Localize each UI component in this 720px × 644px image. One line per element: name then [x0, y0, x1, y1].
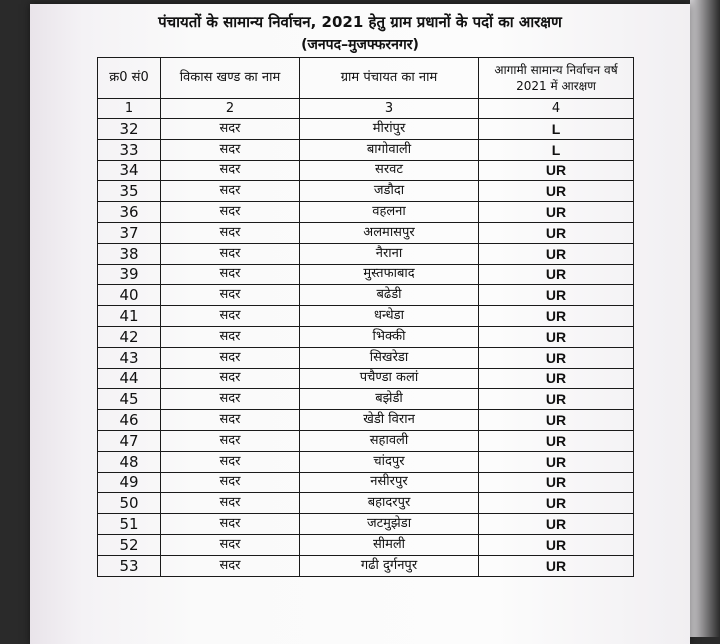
- document-subtitle: (जनपद–मुजफ्फरनगर): [301, 37, 419, 53]
- panchayat-cell: बागोवाली: [300, 139, 479, 160]
- table-row: [98, 264, 634, 285]
- serial-cell: 33: [98, 139, 161, 160]
- reservation-cell: UR: [479, 347, 634, 368]
- block-cell: सदर: [161, 410, 300, 431]
- serial-cell: 35: [98, 181, 161, 202]
- block-cell: सदर: [161, 368, 300, 389]
- block-cell: सदर: [161, 202, 300, 223]
- panchayat-cell: सिखरेडा: [300, 347, 479, 368]
- column-number: 3: [300, 99, 479, 119]
- serial-cell: 32: [98, 119, 161, 140]
- document-title: पंचायतों के सामान्य निर्वाचन, 2021 हेतु ग्राम प्रधानों के पदों का आरक्षण: [158, 13, 562, 31]
- block-cell: सदर: [161, 514, 300, 535]
- serial-cell: 43: [98, 347, 161, 368]
- table-row: [98, 119, 634, 140]
- serial-cell: 47: [98, 430, 161, 451]
- table-row: [98, 181, 634, 202]
- block-cell: सदर: [161, 326, 300, 347]
- column-number: 4: [479, 99, 634, 119]
- header-row: [98, 58, 634, 99]
- table-row: [98, 368, 634, 389]
- table-row: [98, 285, 634, 306]
- panchayat-cell: मुस्तफाबाद: [300, 264, 479, 285]
- reservation-cell: UR: [479, 285, 634, 306]
- panchayat-cell: मीरांपुर: [300, 119, 479, 140]
- panchayat-cell: नसीरपुर: [300, 472, 479, 493]
- table-row: [98, 139, 634, 160]
- table-row: [98, 347, 634, 368]
- reservation-cell: UR: [479, 326, 634, 347]
- panchayat-cell: सरवट: [300, 160, 479, 181]
- block-cell: सदर: [161, 306, 300, 327]
- panchayat-cell: पचैण्डा कलां: [300, 368, 479, 389]
- panchayat-cell: गढी दुर्गनपुर: [300, 555, 479, 576]
- serial-cell: 53: [98, 555, 161, 576]
- serial-cell: 45: [98, 389, 161, 410]
- serial-cell: 44: [98, 368, 161, 389]
- header-serial: क्र0 सं0: [98, 58, 161, 99]
- column-number-row: [98, 99, 634, 119]
- panchayat-cell: बझेडी: [300, 389, 479, 410]
- reservation-cell: UR: [479, 368, 634, 389]
- reservation-cell: UR: [479, 222, 634, 243]
- reservation-cell: UR: [479, 202, 634, 223]
- serial-cell: 40: [98, 285, 161, 306]
- reservation-cell: L: [479, 119, 634, 140]
- table-row: [98, 534, 634, 555]
- header-block: विकास खण्ड का नाम: [161, 58, 300, 99]
- panchayat-cell: धन्धेडा: [300, 306, 479, 327]
- panchayat-cell: अलमासपुर: [300, 222, 479, 243]
- table-row: [98, 555, 634, 576]
- reservation-cell: UR: [479, 410, 634, 431]
- panchayat-cell: बहादरपुर: [300, 493, 479, 514]
- reservation-cell: UR: [479, 534, 634, 555]
- block-cell: सदर: [161, 264, 300, 285]
- block-cell: सदर: [161, 472, 300, 493]
- block-cell: सदर: [161, 119, 300, 140]
- serial-cell: 41: [98, 306, 161, 327]
- reservation-cell: UR: [479, 264, 634, 285]
- reservation-cell: UR: [479, 389, 634, 410]
- block-cell: सदर: [161, 430, 300, 451]
- block-cell: सदर: [161, 451, 300, 472]
- block-cell: सदर: [161, 347, 300, 368]
- block-cell: सदर: [161, 555, 300, 576]
- table-row: [98, 472, 634, 493]
- block-cell: सदर: [161, 285, 300, 306]
- panchayat-cell: वहलना: [300, 202, 479, 223]
- table-row: [98, 202, 634, 223]
- serial-cell: 36: [98, 202, 161, 223]
- header-reservation: आगामी सामान्य निर्वाचन वर्ष 2021 में आरक्षण: [479, 58, 634, 99]
- reservation-cell: UR: [479, 493, 634, 514]
- column-number: 2: [161, 99, 300, 119]
- reservation-cell: UR: [479, 160, 634, 181]
- table-row: [98, 389, 634, 410]
- block-cell: सदर: [161, 493, 300, 514]
- panchayat-cell: बढेडी: [300, 285, 479, 306]
- table-row: [98, 410, 634, 431]
- panchayat-cell: नैराना: [300, 243, 479, 264]
- table-row: [98, 243, 634, 264]
- reservation-cell: UR: [479, 451, 634, 472]
- table-row: [98, 222, 634, 243]
- table-row: [98, 493, 634, 514]
- block-cell: सदर: [161, 389, 300, 410]
- column-number: 1: [98, 99, 161, 119]
- serial-cell: 49: [98, 472, 161, 493]
- block-cell: सदर: [161, 139, 300, 160]
- block-cell: सदर: [161, 243, 300, 264]
- serial-cell: 52: [98, 534, 161, 555]
- reservation-table: [97, 57, 634, 577]
- table-row: [98, 160, 634, 181]
- panchayat-cell: चांदपुर: [300, 451, 479, 472]
- panchayat-cell: जटमुझेडा: [300, 514, 479, 535]
- panchayat-cell: भिक्की: [300, 326, 479, 347]
- serial-cell: 39: [98, 264, 161, 285]
- serial-cell: 42: [98, 326, 161, 347]
- serial-cell: 48: [98, 451, 161, 472]
- header-panchayat: ग्राम पंचायत का नाम: [300, 58, 479, 99]
- serial-cell: 46: [98, 410, 161, 431]
- block-cell: सदर: [161, 222, 300, 243]
- serial-cell: 51: [98, 514, 161, 535]
- serial-cell: 37: [98, 222, 161, 243]
- block-cell: सदर: [161, 160, 300, 181]
- panchayat-cell: जडौदा: [300, 181, 479, 202]
- panchayat-cell: सीमली: [300, 534, 479, 555]
- reservation-cell: UR: [479, 181, 634, 202]
- table-row: [98, 514, 634, 535]
- reservation-cell: UR: [479, 514, 634, 535]
- block-cell: सदर: [161, 181, 300, 202]
- reservation-cell: UR: [479, 306, 634, 327]
- serial-cell: 38: [98, 243, 161, 264]
- reservation-cell: L: [479, 139, 634, 160]
- table-row: [98, 306, 634, 327]
- serial-cell: 50: [98, 493, 161, 514]
- serial-cell: 34: [98, 160, 161, 181]
- block-cell: सदर: [161, 534, 300, 555]
- table-row: [98, 326, 634, 347]
- reservation-cell: UR: [479, 472, 634, 493]
- reservation-cell: UR: [479, 243, 634, 264]
- reservation-cell: UR: [479, 430, 634, 451]
- panchayat-cell: खेडी विरान: [300, 410, 479, 431]
- table-row: [98, 451, 634, 472]
- panchayat-cell: सहावली: [300, 430, 479, 451]
- reservation-cell: UR: [479, 555, 634, 576]
- background-edge: [690, 0, 720, 637]
- table-row: [98, 430, 634, 451]
